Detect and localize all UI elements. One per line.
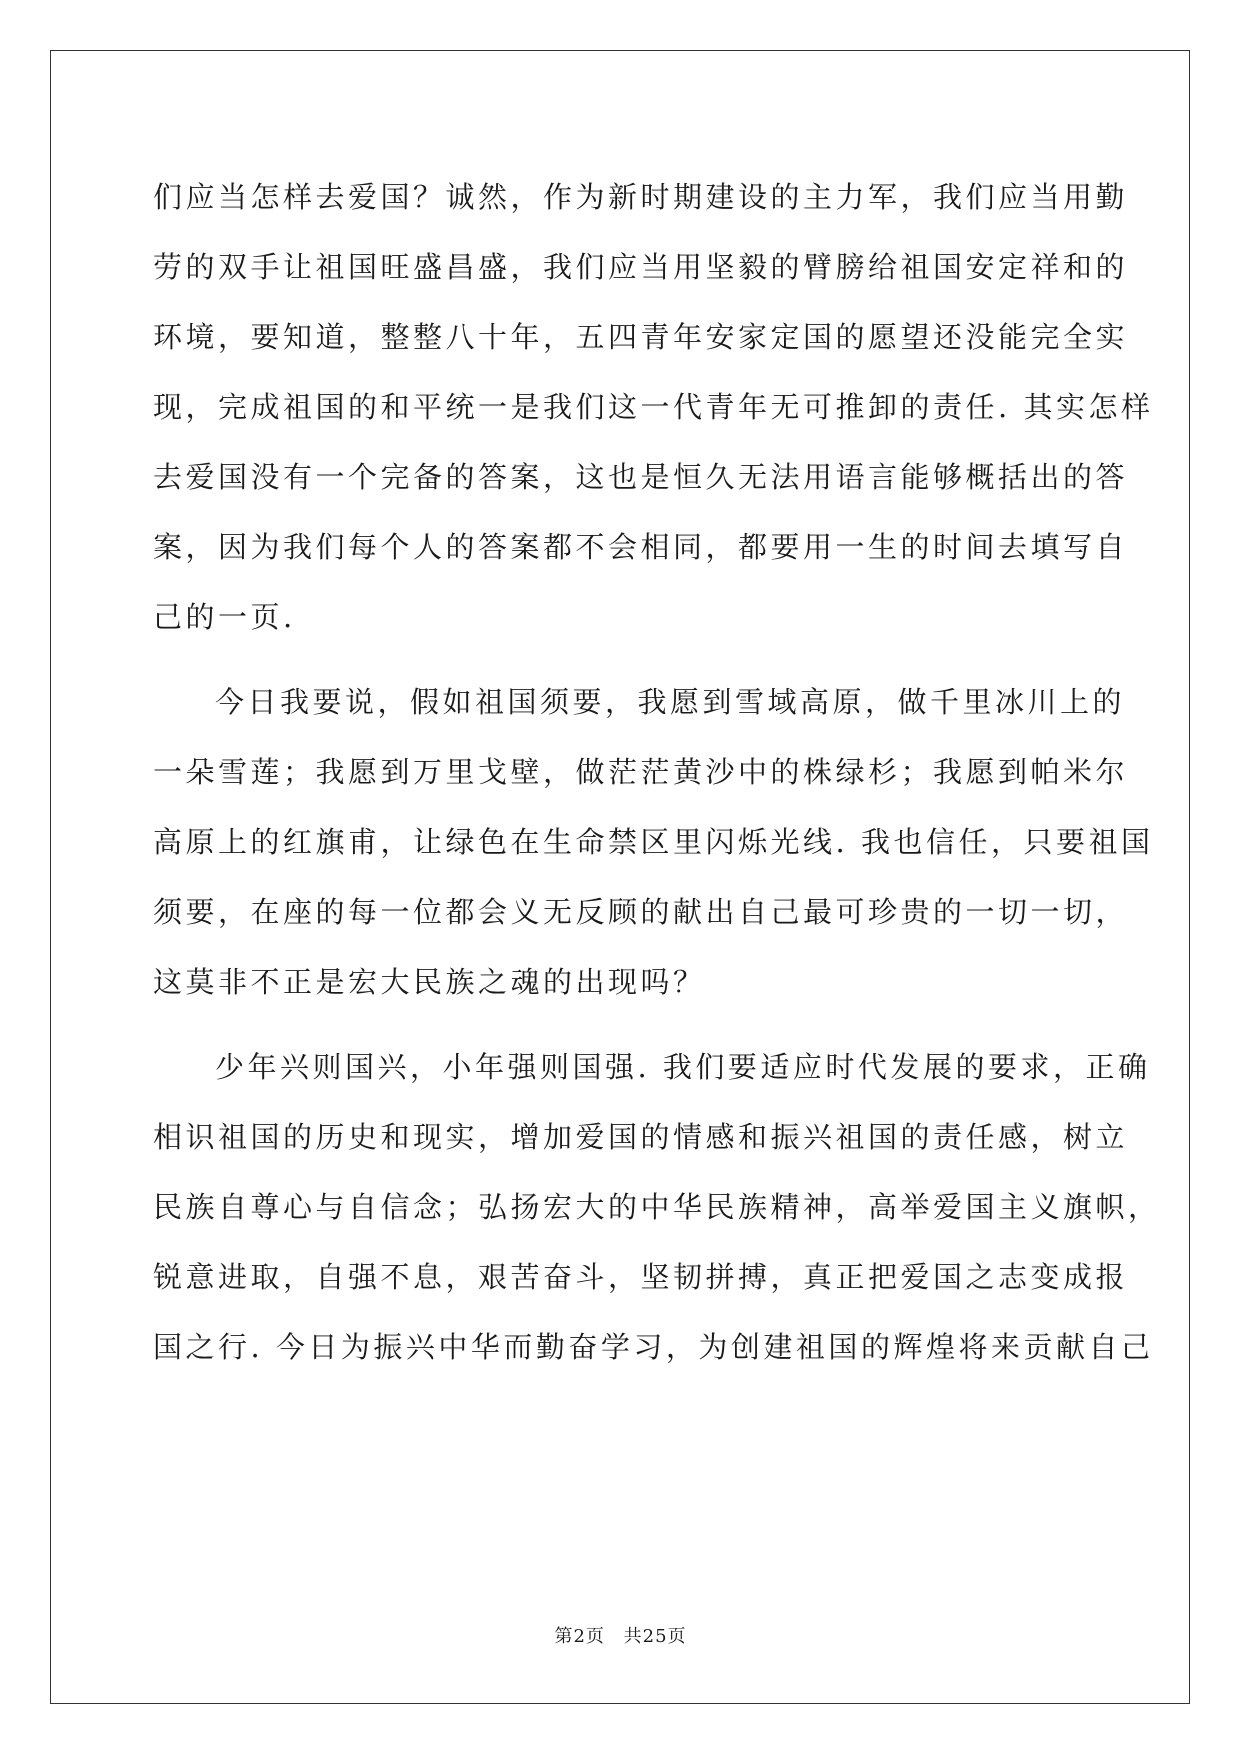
text-line: 己的一页. [153,600,296,634]
text-line: 国之行. 今日为振兴中华而勤奋学习，为创建祖国的辉煌将来贡献自己 [153,1330,1154,1364]
text-line: 高原上的红旗甫，让绿色在生命禁区里闪烁光线. 我也信任，只要祖国 [153,825,1154,859]
text-line: 环境，要知道，整整八十年，五四青年安家定国的愿望还没能完全实 [153,320,1129,354]
text-line: 劳的双手让祖国旺盛昌盛，我们应当用坚毅的臂膀给祖国安定祥和的 [153,250,1129,284]
paragraph-start-line: 今日我要说，假如祖国须要，我愿到雪域高原，做千里冰川上的 [215,685,1126,719]
text-line: 民族自尊心与自信念；弘扬宏大的中华民族精神，高举爱国主义旗帜， [153,1190,1161,1224]
text-line: 现，完成祖国的和平统一是我们这一代青年无可推卸的责任. 其实怎样 [153,390,1154,424]
text-line: 案，因为我们每个人的答案都不会相同，都要用一生的时间去填写自 [153,530,1129,564]
page-total: 共25页 [623,1626,687,1647]
text-line: 锐意进取，自强不息，艰苦奋斗，坚韧拼搏，真正把爱国之志变成报 [153,1260,1129,1294]
text-line: 须要，在座的每一位都会义无反顾的献出自己最可珍贵的一切一切， [153,895,1129,929]
paragraph-start-line: 少年兴则国兴，小年强则国强. 我们要适应时代发展的要求，正确 [215,1050,1151,1084]
document-body [153,162,1161,1382]
page-footer [0,1622,1241,1648]
text-line: 去爱国没有一个完备的答案，这也是恒久无法用语言能够概括出的答 [153,460,1129,494]
text-line: 一朵雪莲；我愿到万里戈壁，做茫茫黄沙中的株绿杉；我愿到帕米尔 [153,755,1129,789]
text-line: 相识祖国的历史和现实，增加爱国的情感和振兴祖国的责任感，树立 [153,1120,1129,1154]
page-number: 第2页 [554,1626,605,1647]
text-line: 这莫非不正是宏大民族之魂的出现吗？ [153,965,706,999]
text-line: 们应当怎样去爱国？诚然，作为新时期建设的主力军，我们应当用勤 [153,180,1129,214]
